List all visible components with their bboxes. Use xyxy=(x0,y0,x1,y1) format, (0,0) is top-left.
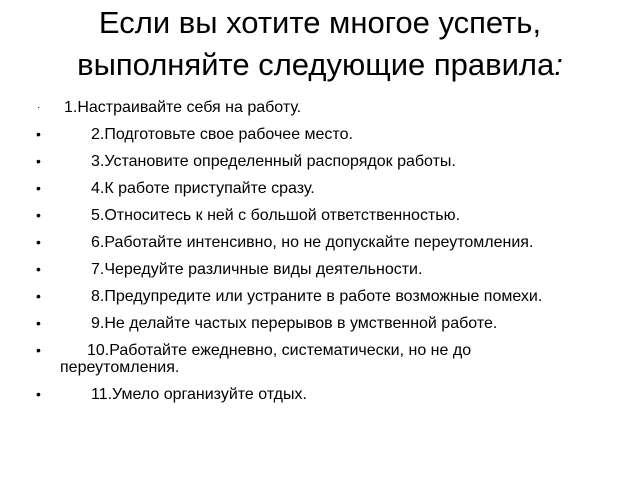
rules-list xyxy=(0,99,640,403)
rule-text: 8.Предупредите или устраните в работе возможные помехи. xyxy=(91,288,543,305)
bullet-icon: • xyxy=(36,261,41,277)
rule-text: 1.Настраивайте себя на работу. xyxy=(64,99,302,116)
title-line-2 xyxy=(0,44,640,86)
rule-text: 4.К работе приступайте сразу. xyxy=(91,180,315,197)
rule-item xyxy=(0,99,640,116)
rule-item xyxy=(0,386,640,403)
bullet-icon: · xyxy=(37,102,41,113)
bullet-icon: • xyxy=(36,180,41,196)
rule-item xyxy=(0,153,640,170)
bullet-icon: • xyxy=(36,342,41,358)
rule-text: 7.Чередуйте различные виды деятельности. xyxy=(91,261,423,278)
rule-item xyxy=(0,234,640,251)
rule-item xyxy=(0,315,640,332)
rule-item xyxy=(0,207,640,224)
rule-text: 3.Установите определенный распорядок работы. xyxy=(91,153,456,170)
title-line-1: Если вы хотите многое успеть, xyxy=(98,5,542,40)
title-colon: : xyxy=(554,47,563,82)
rule-text: 6.Работайте интенсивно, но не допускайте переутомления. xyxy=(91,234,534,251)
rule-text: 5.Относитесь к ней с большой ответственностью. xyxy=(91,207,461,224)
rule-item xyxy=(0,261,640,278)
rule-item xyxy=(0,342,640,376)
rule-item xyxy=(0,180,640,197)
bullet-icon: • xyxy=(36,153,41,169)
rule-item xyxy=(0,126,640,143)
bullet-icon: • xyxy=(36,126,41,142)
bullet-icon: • xyxy=(36,386,41,402)
bullet-icon: • xyxy=(36,207,41,223)
bullet-icon: • xyxy=(36,234,41,250)
bullet-icon: • xyxy=(36,288,41,304)
slide-title xyxy=(0,2,640,86)
rule-text: 9.Не делайте частых перерывов в умственной работе. xyxy=(91,315,498,332)
rule-item xyxy=(0,288,640,305)
rule-text: 2.Подготовьте свое рабочее место. xyxy=(91,126,353,143)
bullet-icon: • xyxy=(36,315,41,331)
rule-text: 10.Работайте ежедневно, систематически, но не до переутомления. xyxy=(60,342,476,376)
rule-text: 11.Умело организуйте отдых. xyxy=(91,386,307,403)
title-line-2-text: выполняйте следующие правила xyxy=(77,47,555,82)
